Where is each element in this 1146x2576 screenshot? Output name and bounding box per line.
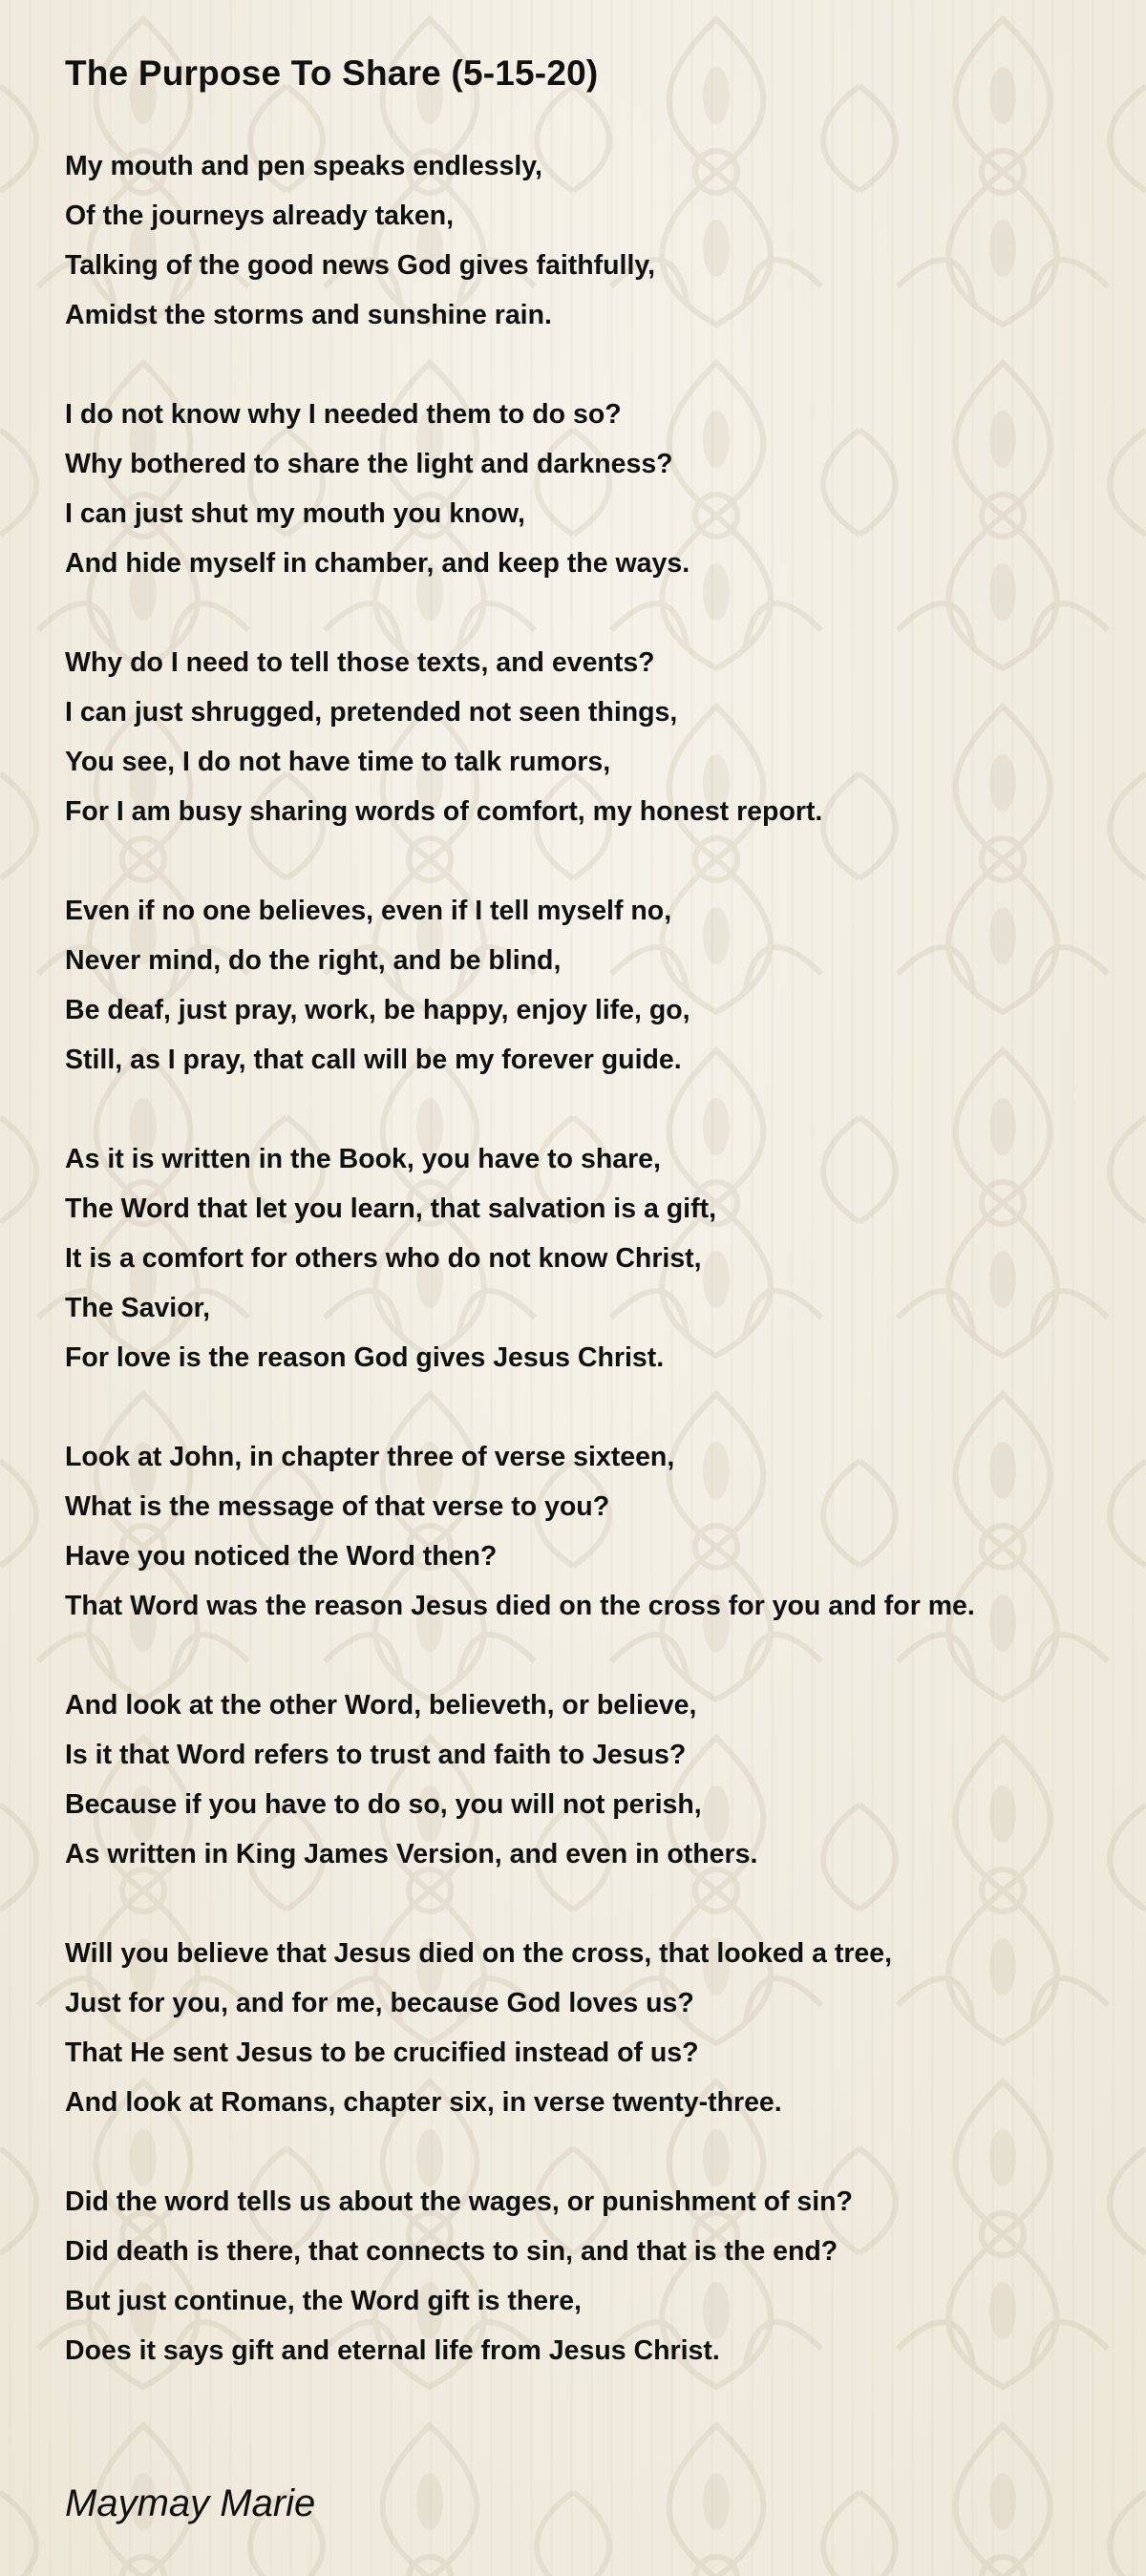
poem-line: And look at Romans, chapter six, in verse twenty-three.	[65, 2087, 782, 2118]
poem-line: Of the journeys already taken,	[65, 201, 455, 231]
poem-line: Does it says gift and eternal life from Jesus Christ.	[65, 2335, 720, 2366]
poem-line: It is a comfort for others who do not know Christ,	[65, 1243, 702, 1274]
poem-stanza	[65, 1134, 1125, 1383]
poem-line: You see, I do not have time to talk rumors,	[65, 747, 611, 777]
poem-stanza	[65, 141, 1125, 340]
poem-line: As written in King James Version, and even in others.	[65, 1839, 758, 1869]
poem-line: Amidst the storms and sunshine rain.	[65, 300, 552, 330]
poem-line: Did the word tells us about the wages, or punishment of sin?	[65, 2186, 853, 2217]
poem-line: And hide myself in chamber, and keep the ways.	[65, 548, 690, 579]
poem-line: What is the message of that verse to you?	[65, 1491, 610, 1522]
poem-line: Never mind, do the right, and be blind,	[65, 945, 562, 976]
poem-line: Even if no one believes, even if I tell myself no,	[65, 896, 672, 926]
poem-line: Have you noticed the Word then?	[65, 1541, 498, 1572]
poem-line: As it is written in the Book, you have to share,	[65, 1144, 661, 1174]
poem-line: I do not know why I needed them to do so?	[65, 399, 622, 430]
poem-line: Because if you have to do so, you will not perish,	[65, 1789, 702, 1820]
poem-line: But just continue, the Word gift is there,	[65, 2286, 582, 2316]
poem-line: Will you believe that Jesus died on the cross, that looked a tree,	[65, 1938, 893, 1969]
poem-line: That Word was the reason Jesus died on the cross for you and for me.	[65, 1591, 975, 1621]
poem-body	[65, 141, 1125, 2425]
poem-line: For love is the reason God gives Jesus Christ.	[65, 1342, 665, 1373]
poem-stanza	[65, 390, 1125, 588]
poem-stanza	[65, 1929, 1125, 2127]
poem-line: I can just shut my mouth you know,	[65, 498, 525, 529]
poem-line: Did death is there, that connects to sin, and that is the end?	[65, 2236, 838, 2267]
poem-line: Look at John, in chapter three of verse sixteen,	[65, 1442, 675, 1472]
poem-line: Is it that Word refers to trust and faith to Jesus?	[65, 1740, 687, 1770]
poem-title: The Purpose To Share (5-15-20)	[65, 53, 599, 93]
poem-line: My mouth and pen speaks endlessly,	[65, 151, 542, 181]
poem-line: Be deaf, just pray, work, be happy, enjoy life, go,	[65, 995, 690, 1025]
poem-stanza	[65, 886, 1125, 1085]
poem-line: The Savior,	[65, 1293, 211, 1323]
poem-line: That He sent Jesus to be crucified instead of us?	[65, 2038, 699, 2068]
poem-line: Still, as I pray, that call will be my forever guide.	[65, 1045, 682, 1075]
poem-author: Maymay Marie	[65, 2482, 316, 2524]
poem-line: Why do I need to tell those texts, and events?	[65, 647, 655, 678]
poem-stanza	[65, 1680, 1125, 1879]
poem-stanza	[65, 2177, 1125, 2375]
poem-line: Just for you, and for me, because God loves us?	[65, 1988, 694, 2018]
poem-line: And look at the other Word, believeth, or believe,	[65, 1690, 697, 1721]
poem-line: For I am busy sharing words of comfort, my honest report.	[65, 796, 823, 827]
poem-line: The Word that let you learn, that salvation is a gift,	[65, 1193, 716, 1224]
poem-line: Talking of the good news God gives faithfully,	[65, 250, 656, 281]
poem-stanza	[65, 1432, 1125, 1631]
poem-line: I can just shrugged, pretended not seen things,	[65, 697, 678, 728]
poem-stanza	[65, 638, 1125, 836]
poem-line: Why bothered to share the light and darkness?	[65, 449, 673, 479]
